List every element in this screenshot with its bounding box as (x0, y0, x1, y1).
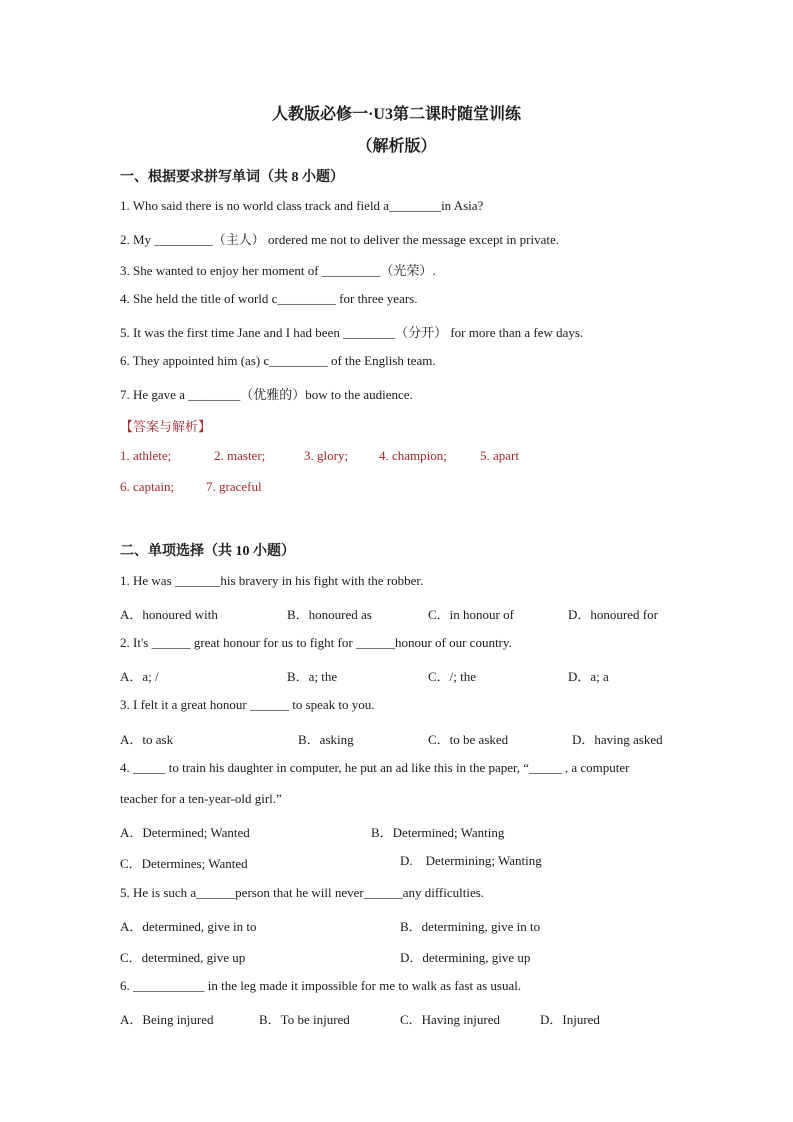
question-stem: 4. _____ to train his daughter in computer, he put an ad like this in the paper, “_____ , a computer (120, 760, 630, 775)
question-1: 1. Who said there is no world class track and field a________in Asia? (120, 198, 484, 213)
section-heading: 一、根据要求拼写单词（共 8 小题） (120, 170, 344, 185)
option-c: C．determined, give up (120, 950, 246, 965)
answer-heading: 【答案与解析】 (120, 419, 212, 434)
page-title: 人教版必修一·U3第二课时随堂训练 (272, 106, 521, 123)
option-d: D．honoured for (568, 607, 658, 622)
page-subtitle: （解析版） (356, 138, 437, 155)
option-b: B．Determined; Wanting (371, 825, 505, 840)
option-c: C．to be asked (428, 732, 509, 747)
question-2: 2. My _________（主人） ordered me not to deliver the message except in private. (120, 232, 560, 247)
option-c: C．Having injured (400, 1012, 501, 1027)
option-a: A．determined, give in to (120, 919, 257, 934)
question-7: 7. He gave a ________（优雅的）bow to the audience. (120, 387, 413, 402)
option-a: A．Determined; Wanted (120, 825, 250, 840)
option-a: A．honoured with (120, 607, 218, 622)
question-stem: 3. I felt it a great honour ______ to speak to you. (120, 697, 375, 712)
option-a: A．Being injured (120, 1012, 214, 1027)
question-stem: 6. ___________ in the leg made it impossible for me to walk as fast as usual. (120, 978, 522, 993)
question-stem: 2. It's ______ great honour for us to fight for ______honour of our country. (120, 635, 512, 650)
answer-7: 7. graceful (206, 479, 262, 494)
question-6: 6. They appointed him (as) c_________ of the English team. (120, 353, 436, 368)
option-d: D．having asked (572, 732, 663, 747)
question-stem-continued: teacher for a ten-year-old girl.” (120, 791, 282, 806)
answer-1: 1. athlete; (120, 448, 172, 463)
option-b: B．determining, give in to (400, 919, 541, 934)
section-heading: 二、单项选择（共 10 小题） (120, 544, 295, 559)
option-d: D．a; a (568, 669, 609, 684)
option-a: A．to ask (120, 732, 174, 747)
answer-5: 5. apart (480, 448, 519, 463)
question-3: 3. She wanted to enjoy her moment of _________（光荣）. (120, 263, 436, 278)
option-c: C．Determines; Wanted (120, 856, 248, 871)
answer-4: 4. champion; (379, 448, 447, 463)
answer-2: 2. master; (214, 448, 266, 463)
option-c: C．/; the (428, 669, 477, 684)
question-stem: 1. He was _______his bravery in his fight with the robber. (120, 573, 424, 588)
option-a: A．a; / (120, 669, 159, 684)
question-5: 5. It was the first time Jane and I had been ________（分开） for more than a few days. (120, 325, 584, 340)
answer-6: 6. captain; (120, 479, 175, 494)
question-stem: 5. He is such a______person that he will never______any difficulties. (120, 885, 485, 900)
option-b: B．a; the (287, 669, 338, 684)
option-d: D．Injured (540, 1012, 600, 1027)
option-b: B．To be injured (259, 1012, 350, 1027)
option-b: B．honoured as (287, 607, 372, 622)
option-d: D. Determining; Wanting (400, 853, 542, 868)
question-4: 4. She held the title of world c_________ for three years. (120, 291, 418, 306)
option-d: D．determining, give up (400, 950, 531, 965)
option-b: B．asking (298, 732, 354, 747)
option-c: C．in honour of (428, 607, 514, 622)
answer-3: 3. glory; (304, 448, 349, 463)
